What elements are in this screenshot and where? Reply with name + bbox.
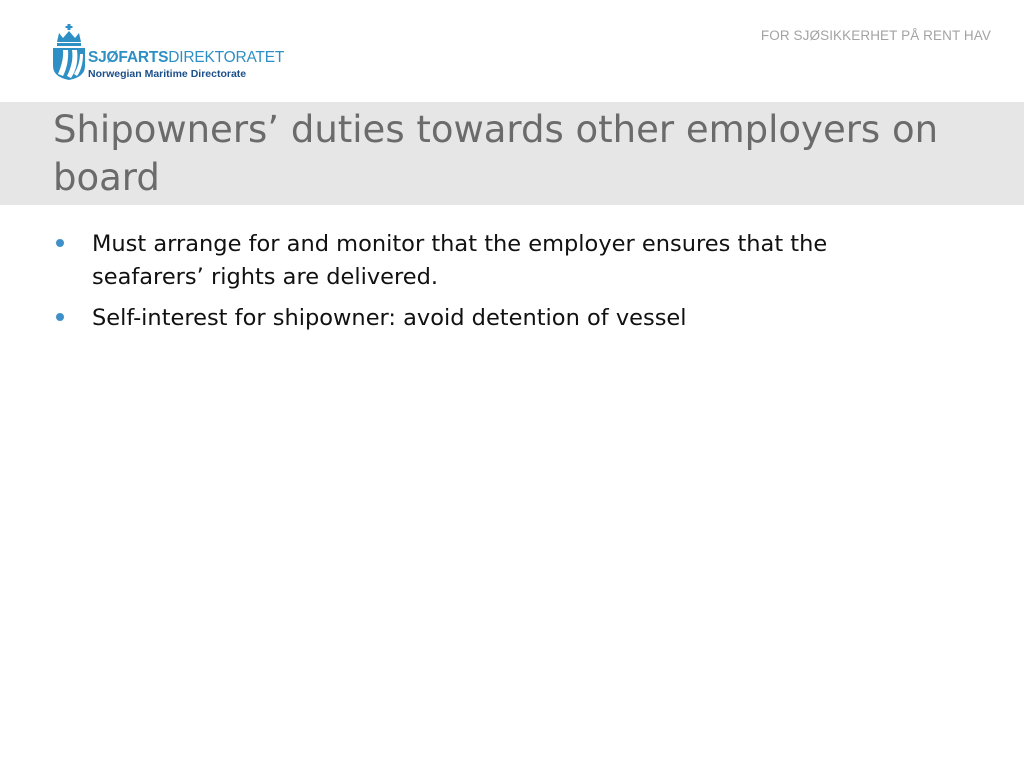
directorate-logo bbox=[52, 24, 292, 84]
bullet-dot-icon bbox=[56, 313, 64, 321]
logo-subtitle: Norwegian Maritime Directorate bbox=[88, 68, 247, 80]
bullet-item bbox=[54, 228, 934, 294]
header-tagline: FOR SJØSIKKERHET PÅ RENT HAV bbox=[760, 28, 991, 43]
bullet-text: Self-interest for shipowner: avoid detention of vessel bbox=[92, 305, 687, 331]
slide-title: Shipowners’ duties towards other employers on board bbox=[53, 108, 939, 199]
bullet-dot-icon bbox=[56, 239, 64, 247]
logo-wordmark bbox=[88, 50, 284, 66]
bullet-item bbox=[54, 302, 934, 335]
logo-name-regular: DIREKTORATET bbox=[168, 49, 285, 66]
logo-name-bold: SJØFARTS bbox=[88, 49, 169, 66]
bullet-list bbox=[54, 228, 934, 343]
crown-and-sails-emblem-icon bbox=[52, 24, 86, 80]
bullet-text: Must arrange for and monitor that the employer ensures that the seafarers’ rights are delivered. bbox=[92, 231, 828, 290]
